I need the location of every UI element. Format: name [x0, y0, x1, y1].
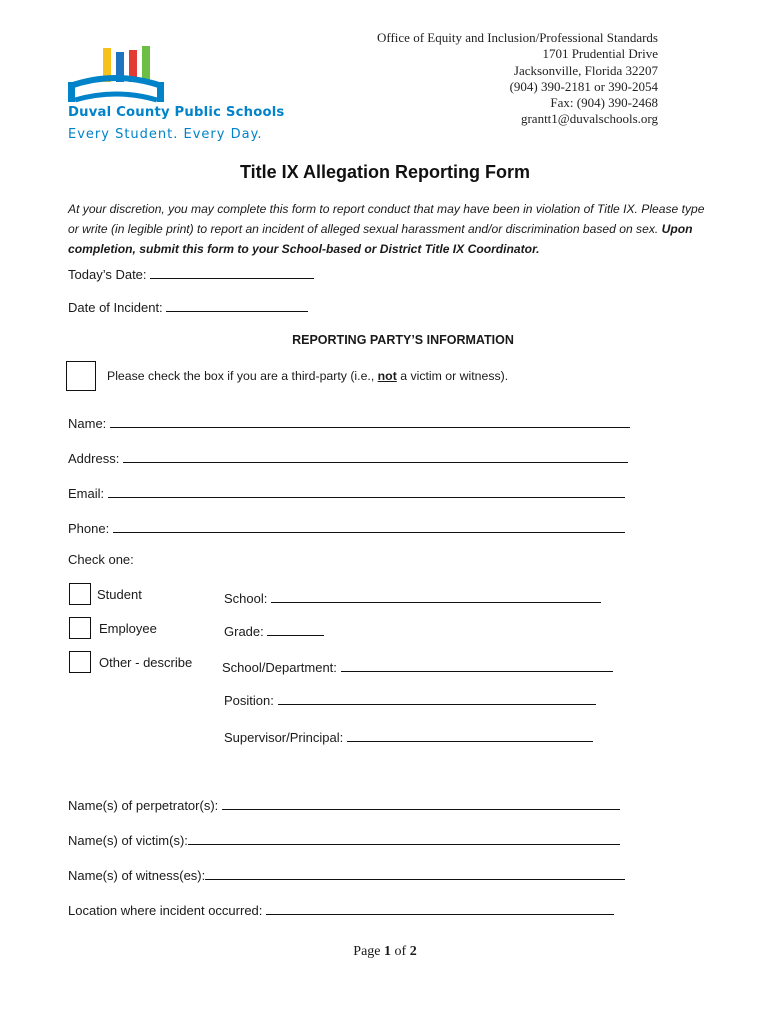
employee-option-label: Employee [99, 621, 157, 636]
incident-date-field[interactable] [166, 297, 308, 312]
location-row [68, 900, 614, 918]
name-field[interactable] [110, 413, 630, 428]
logo-tagline: Every Student. Every Day. [68, 127, 263, 142]
email-label: Email: [68, 486, 105, 501]
office-address-block [377, 30, 658, 128]
third-party-checkbox[interactable] [66, 361, 96, 391]
department-field[interactable] [341, 657, 613, 672]
office-email: grantt1@duvalschools.org [520, 111, 658, 127]
perpetrator-row [68, 795, 620, 813]
intro-instruction: Upon completion, submit this form to your School-based or District Title IX Coordinator. [68, 222, 693, 256]
office-line: 1701 Prudential Drive [542, 46, 658, 62]
victim-field[interactable] [188, 830, 620, 845]
student-checkbox[interactable] [69, 583, 91, 605]
employee-checkbox[interactable] [69, 617, 91, 639]
email-field[interactable] [108, 483, 625, 498]
school-field[interactable] [271, 588, 601, 603]
office-line: Jacksonville, Florida 32207 [513, 62, 658, 78]
third-party-text [107, 369, 508, 383]
location-label: Location where incident occurred: [68, 903, 263, 918]
supervisor-field[interactable] [347, 727, 593, 742]
page-current: 1 [384, 944, 392, 959]
intro-paragraph [68, 199, 708, 259]
witness-row [68, 865, 625, 883]
school-row [224, 588, 601, 606]
third-party-not: not [377, 369, 397, 383]
student-option-label: Student [97, 587, 142, 602]
todays-date-row [68, 264, 314, 282]
third-party-text-post: a victim or witness). [396, 369, 509, 383]
position-row [224, 690, 596, 708]
phone-label: Phone: [68, 521, 110, 536]
office-line: Office of Equity and Inclusion/Professional Standards [376, 30, 658, 45]
address-label: Address: [68, 451, 120, 466]
other-checkbox[interactable] [69, 651, 91, 673]
perpetrator-label: Name(s) of perpetrator(s): [68, 798, 219, 813]
page-number [0, 944, 770, 960]
third-party-text-pre: Please check the box if you are a third-party (i.e., [107, 369, 378, 383]
page-word: Page [353, 944, 381, 959]
logo-base-arc [75, 94, 157, 100]
grade-field[interactable] [267, 621, 324, 636]
form-title: Title IX Allegation Reporting Form [239, 162, 530, 182]
supervisor-row [224, 727, 593, 745]
witness-label: Name(s) of witness(es): [68, 868, 206, 883]
intro-text: At your discretion, you may complete this form to report conduct that may have been in violation of Title IX. Please type or write (in legible print) to report an incident of alleged sexual harassment and/or discrimination based on sex. [68, 202, 705, 236]
position-field[interactable] [278, 690, 596, 705]
incident-date-label: Date of Incident: [68, 300, 163, 315]
grade-label: Grade: [224, 624, 264, 639]
phone-row [68, 518, 625, 536]
grade-row [224, 621, 324, 639]
logo-pillar-right [157, 82, 164, 102]
todays-date-field[interactable] [150, 264, 314, 279]
name-label: Name: [68, 416, 107, 431]
victim-row [68, 830, 620, 848]
office-line: Fax: (904) 390-2468 [550, 95, 658, 111]
office-line: (904) 390-2181 or 390-2054 [509, 78, 658, 94]
witness-field[interactable] [205, 865, 625, 880]
perpetrator-field[interactable] [222, 795, 620, 810]
location-field[interactable] [266, 900, 614, 915]
section-heading: REPORTING PARTY’S INFORMATION [292, 333, 514, 347]
logo-pillar-left [68, 82, 75, 102]
check-one-label: Check one: [68, 552, 134, 567]
page-total: 2 [409, 944, 417, 959]
logo-district-name: Duval County Public Schools [68, 105, 285, 120]
victim-label: Name(s) of victim(s): [68, 833, 188, 848]
page-of: of [394, 944, 407, 959]
incident-date-row [68, 297, 308, 315]
address-row [68, 448, 628, 466]
email-row [68, 483, 625, 501]
phone-field[interactable] [113, 518, 625, 533]
name-row [68, 413, 630, 431]
todays-date-label: Today’s Date: [68, 267, 147, 282]
supervisor-label: Supervisor/Principal: [224, 730, 344, 745]
position-label: Position: [224, 693, 274, 708]
logo-bar-green [142, 46, 150, 82]
address-field[interactable] [123, 448, 628, 463]
school-label: School: [224, 591, 268, 606]
other-option-label: Other - describe [99, 655, 193, 670]
department-label: School/Department: [222, 660, 337, 675]
department-row [222, 657, 613, 675]
